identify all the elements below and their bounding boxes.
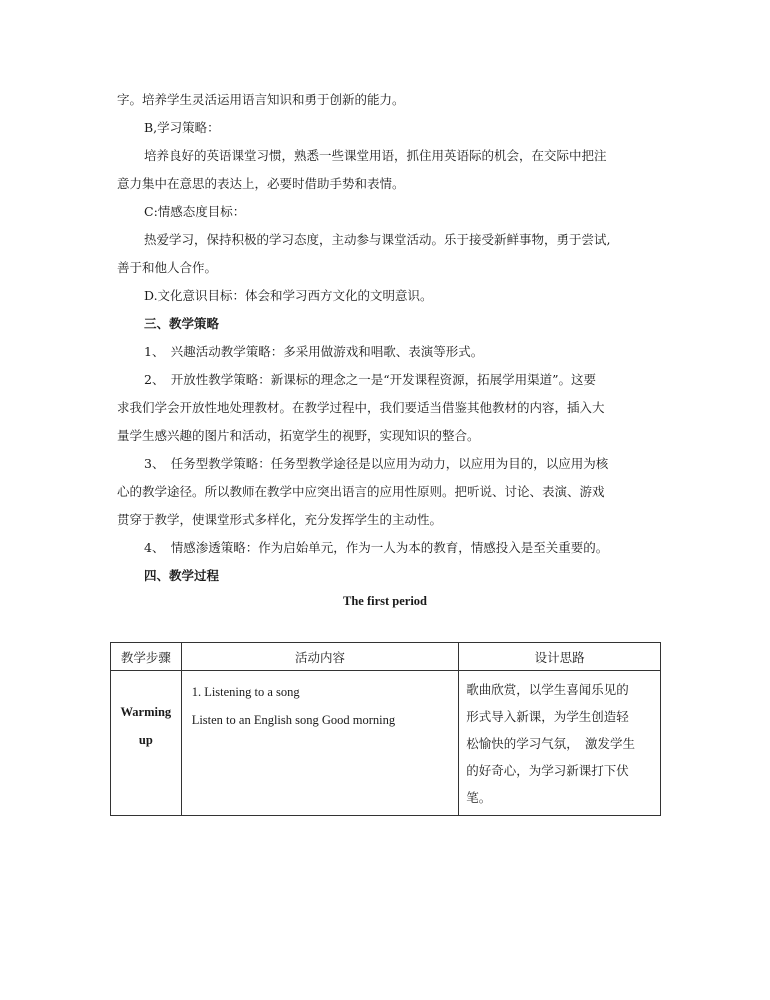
paragraph-line: D.文化意识目标：体会和学习西方文化的文明意识。 xyxy=(144,288,433,303)
step-label: Warming xyxy=(120,705,172,719)
design-line: 形式导入新课，为学生创造轻 xyxy=(466,709,629,724)
section-heading-emotion-goal: C:情感态度目标： xyxy=(144,204,246,219)
section-heading-teaching-process: 四、教学过程 xyxy=(144,568,220,583)
design-cell xyxy=(459,671,661,816)
header-teaching-step: 教学步骤 xyxy=(111,643,182,671)
table-row xyxy=(111,671,661,816)
list-item: 4、 情感渗透策略：作为启始单元，作为一人为本的教育，情感投入是至关重要的。 xyxy=(144,540,609,555)
paragraph-line: 求我们学会开放性地处理教材。在教学过程中，我们要适当借鉴其他教材的内容，插入大 xyxy=(117,400,605,415)
step-cell xyxy=(111,671,182,816)
header-design-rationale: 设计思路 xyxy=(459,643,661,671)
design-line: 松愉快的学习气氛， 激发学生 xyxy=(466,736,636,751)
section-heading-teaching-strategy: 三、教学策略 xyxy=(144,316,220,331)
paragraph-line: 培养良好的英语课堂习惯，熟悉一些课堂用语，抓住用英语际的机会，在交际中把注 xyxy=(144,148,607,163)
list-item: 3、 任务型教学策略：任务型教学途径是以应用为动力，以应用为目的，以应用为核 xyxy=(144,456,609,471)
paragraph-line: 量学生感兴趣的图片和活动，拓宽学生的视野，实现知识的整合。 xyxy=(117,428,480,443)
list-item: 1、 兴趣活动教学策略：多采用做游戏和唱歌、表演等形式。 xyxy=(144,344,484,359)
activity-line: 1. Listening to a song xyxy=(191,685,300,699)
list-item: 2、 开放性教学策略：新课标的理念之一是“开发课程资源，拓展学用渠道”。这要 xyxy=(144,372,596,387)
period-title: The first period xyxy=(342,594,428,608)
header-activity-content: 活动内容 xyxy=(181,643,459,671)
lesson-plan-table xyxy=(110,642,661,816)
design-line: 笔。 xyxy=(466,790,492,805)
table-header-row xyxy=(111,643,661,671)
section-heading-learning-strategy: B,学习策略： xyxy=(144,120,220,135)
step-label: up xyxy=(138,733,153,747)
design-line: 歌曲欣赏，以学生喜闻乐见的 xyxy=(466,682,629,697)
paragraph-line: 贯穿于教学，使课堂形式多样化，充分发挥学生的主动性。 xyxy=(117,512,443,527)
paragraph-line: 意力集中在意思的表达上，必要时借助手势和表情。 xyxy=(117,176,405,191)
design-line: 的好奇心，为学习新课打下伏 xyxy=(466,763,629,778)
paragraph-line: 字。培养学生灵活运用语言知识和勇于创新的能力。 xyxy=(117,92,405,107)
paragraph-line: 善于和他人合作。 xyxy=(117,260,218,275)
activity-line: Listen to an English song Good morning xyxy=(191,713,396,727)
paragraph-line: 热爱学习，保持积极的学习态度，主动参与课堂活动。乐于接受新鲜事物，勇于尝试, xyxy=(144,232,611,247)
paragraph-line: 心的教学途径。所以教师在教学中应突出语言的应用性原则。把听说、讨论、表演、游戏 xyxy=(117,484,605,499)
activity-cell xyxy=(181,671,459,816)
